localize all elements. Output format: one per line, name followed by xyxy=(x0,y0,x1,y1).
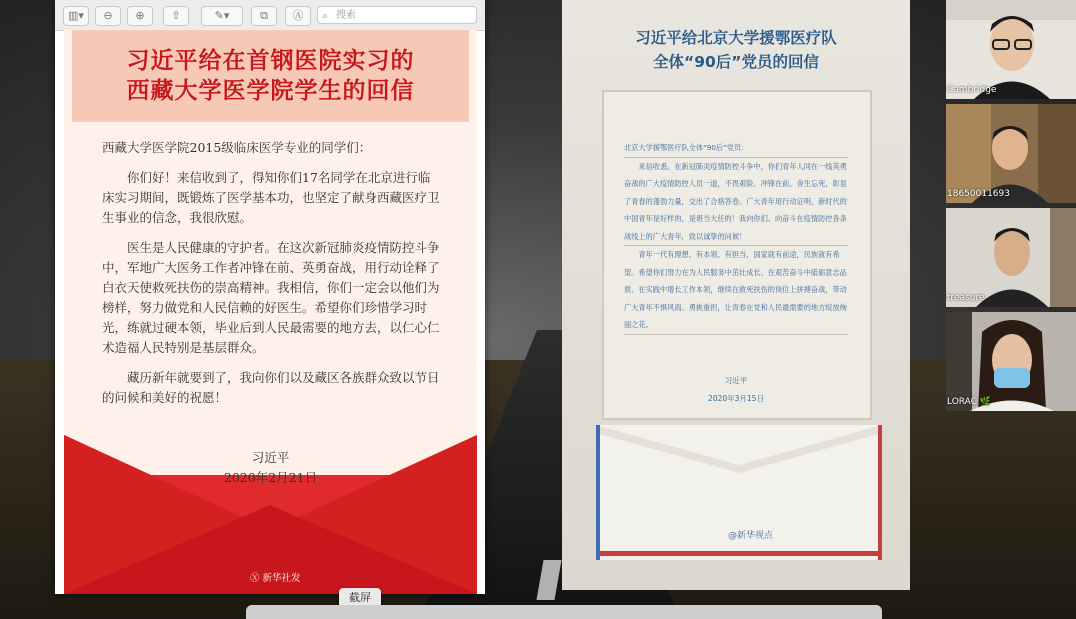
right-letter-title xyxy=(562,26,910,74)
xinhua-stamp-text: @新华视点 xyxy=(728,531,774,541)
zoom-in-button[interactable]: ⊕ xyxy=(127,6,153,26)
letter-image-right xyxy=(562,0,910,590)
right-signature: 习近平 xyxy=(724,376,748,385)
rotate-button[interactable]: ⧉ xyxy=(251,6,277,26)
paragraph-2: 医生是人民健康的守护者。在这次新冠肺炎疫情防控斗争中，军地广大医务工作者冲锋在前、英勇奋战，用行动诠释了白衣天使救死扶伤的崇高精神。我相信，你们一定会以他们为榜样，努力做党和人民信赖的好医生。希望你们珍惜学习时光，练就过硬本领，毕业后到人民最需要的地方去，以仁心仁术造福人民特别是基层群众。 xyxy=(102,240,440,355)
participant-video-3[interactable] xyxy=(946,208,1076,307)
sidebar-toggle-button[interactable]: ▥▾ xyxy=(63,6,89,26)
preview-window xyxy=(55,0,485,594)
participant-name: 18650011693 xyxy=(947,189,1010,199)
search-placeholder: 搜索 xyxy=(336,10,356,21)
zoom-out-button[interactable]: ⊖ xyxy=(95,6,121,26)
participant-video-4[interactable] xyxy=(946,312,1076,411)
xinhua-credit-text: 新华社发 xyxy=(262,573,301,584)
title-line-1: 习近平给在首钢医院实习的 xyxy=(126,47,415,74)
letter-title xyxy=(72,30,469,122)
letter-image-left xyxy=(64,30,477,594)
right-paragraph-1: 来信收悉。在新冠肺炎疫情防控斗争中，你们青年人同在一线英勇奋战的广大疫情防控人员一道，不畏艰险、冲锋在前、舍生忘死，彰显了青春的蓬勃力量，交出了合格答卷。广大青年用行动证明，新时代的中国青年是好样的，是堪当大任的！我向你们、向奋斗在疫情防控各条战线上的广大青年，致以诚挚的问候！ xyxy=(624,158,848,247)
participant-video-2[interactable] xyxy=(946,104,1076,203)
screenshot-tooltip: 截屏 xyxy=(339,588,381,608)
xinhua-credit xyxy=(250,570,301,584)
letter-date: 2020年2月21日 xyxy=(223,470,318,485)
paragraph-3: 藏历新年就要到了，我向你们以及藏区各族群众致以节日的问候和美好的祝愿！ xyxy=(102,370,440,405)
annotate-icon[interactable]: Ⓐ xyxy=(285,6,311,26)
participant-name: LORAC 🌿 xyxy=(947,397,992,407)
right-letter-body xyxy=(624,139,848,335)
right-letter-date: 2020年3月15日 xyxy=(708,394,764,403)
participant-video-1[interactable] xyxy=(946,0,1076,99)
dock-bar[interactable] xyxy=(246,605,882,619)
markup-pen-button[interactable]: ✎▾ xyxy=(201,6,243,26)
preview-toolbar xyxy=(55,0,485,31)
paragraph-1: 你们好！来信收到了，得知你们17名同学在北京进行临床实习期间，既锻炼了医学基本功，也坚定了献身西藏医疗卫生事业的信念，我很欣慰。 xyxy=(102,170,440,225)
salutation: 西藏大学医学院2015级临床医学专业的同学们： xyxy=(102,140,372,155)
participant-name: Cambridge xyxy=(947,85,997,95)
right-title-line-1: 习近平给北京大学援鄂医疗队 xyxy=(635,29,837,47)
title-line-2: 西藏大学医学院学生的回信 xyxy=(126,77,415,104)
search-icon: ⌕ xyxy=(322,9,329,22)
letter-body xyxy=(102,138,442,418)
right-paragraph-2: 青年一代有理想、有本领、有担当，国家就有前途，民族就有希望。希望你们努力在为人民服务中茁壮成长、在艰苦奋斗中砥砺意志品质、在实践中增长工作本领，继续在救死扶伤的岗位上拼搏奋战，带动广大青年不惧风雨、勇挑重担，让青春在党和人民最需要的地方绽放绚丽之花。 xyxy=(624,246,848,335)
xinhua-logo-icon: Ⓧ xyxy=(250,573,260,584)
participant-name: treasure xyxy=(947,293,985,303)
right-salutation: 北京大学援鄂医疗队全体“90后”党员： xyxy=(624,139,848,158)
signature: 习近平 xyxy=(251,450,290,465)
share-icon[interactable]: ⇧ xyxy=(163,6,189,26)
right-title-line-2: 全体“90后”党员的回信 xyxy=(653,53,819,71)
search-input[interactable] xyxy=(317,6,477,24)
